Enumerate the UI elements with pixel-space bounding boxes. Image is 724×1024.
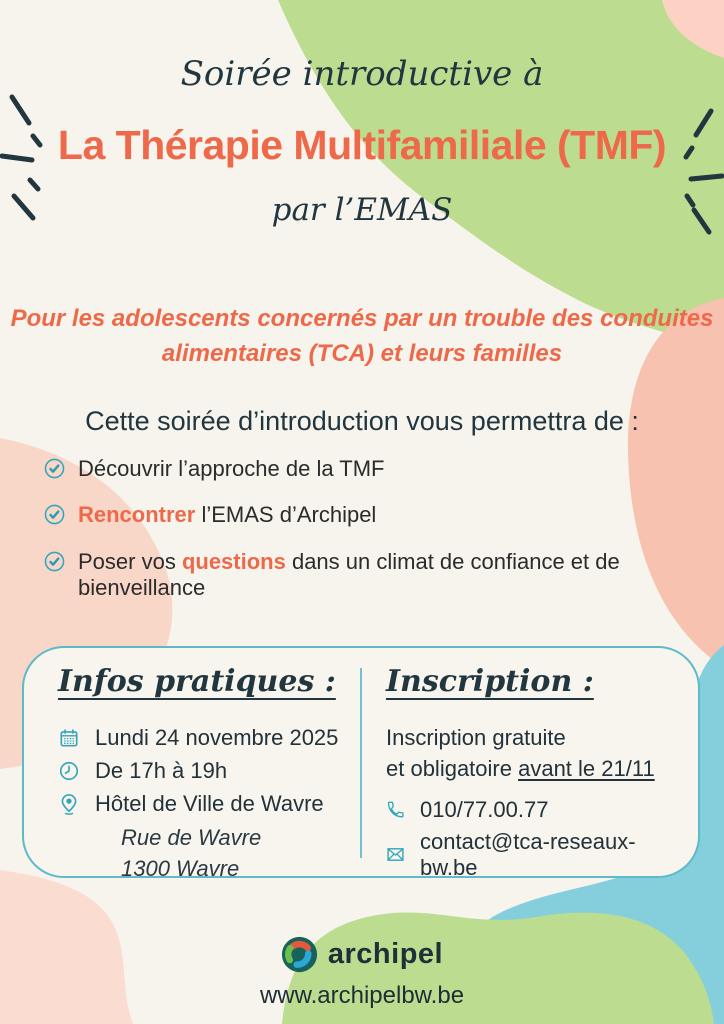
list-item	[44, 502, 716, 528]
event-date: Lundi 24 novembre 2025	[95, 725, 339, 750]
date-row	[58, 725, 354, 751]
check-circle-icon	[44, 551, 65, 572]
inscription-line-2	[386, 754, 686, 785]
benefits-list	[44, 456, 716, 622]
infos-pratiques-heading: Infos pratiques :	[58, 664, 336, 699]
email-row	[386, 829, 686, 881]
poster-title: La Thérapie Multifamiliale (TMF)	[57, 122, 667, 168]
practical-info-card	[22, 646, 700, 881]
venue-street: Rue de Wavre	[121, 825, 262, 850]
deadline-text: avant le 21/11	[518, 755, 655, 781]
bullet-highlight: questions	[181, 548, 286, 574]
archipel-logo-icon	[281, 936, 318, 973]
bullet-highlight: Rencontrer	[78, 502, 196, 528]
phone-icon	[386, 800, 405, 819]
envelope-icon	[386, 845, 405, 864]
infos-pratiques-column	[58, 664, 354, 883]
bullet-text: Poser vos	[78, 548, 182, 574]
event-time: De 17h à 19h	[95, 758, 228, 783]
email-address: contact@tca-reseaux-bw.be	[420, 828, 636, 880]
brand-row	[0, 936, 724, 973]
time-row	[58, 758, 354, 784]
location-pin-icon	[58, 793, 80, 815]
brand-name: archipel	[327, 938, 444, 970]
place-row	[58, 791, 354, 817]
check-circle-icon	[44, 504, 65, 525]
bullet-text: l’EMAS d’Archipel	[195, 502, 377, 528]
calendar-icon	[58, 727, 80, 749]
venue-city: 1300 Wavre	[121, 855, 240, 881]
inscription-conditions	[386, 723, 686, 785]
audience-line-2: alimentaires (TCA) et leurs familles	[161, 339, 563, 367]
inscription-heading: Inscription :	[386, 664, 594, 699]
check-circle-icon	[44, 458, 65, 479]
list-item	[44, 549, 716, 602]
inscription-column	[386, 664, 686, 887]
clock-icon	[58, 760, 80, 782]
bullet-text: dans un climat de confiance et de bienveillance	[78, 548, 620, 601]
audience-line-1: Pour les adolescents concernés par un trouble des conduites	[10, 305, 714, 332]
website-url: www.archipelbw.be	[259, 982, 465, 1009]
kicker-text: Soirée introductive à	[180, 54, 544, 94]
phone-number: 010/77.00.77	[420, 796, 549, 822]
phone-row	[386, 797, 686, 823]
inscription-line-2-text: et obligatoire	[386, 755, 519, 781]
inscription-line-1: Inscription gratuite	[386, 725, 566, 750]
card-divider	[360, 668, 362, 858]
audience-statement	[0, 302, 724, 372]
bullet-text: Découvrir l’approche de la TMF	[78, 456, 385, 481]
byline-text: par l’EMAS	[271, 192, 453, 228]
green-top-blob	[278, 0, 724, 346]
list-item	[44, 456, 716, 482]
intro-sentence: Cette soirée d’introduction vous permettra de :	[85, 406, 639, 436]
event-venue: Hôtel de Ville de Wavre	[95, 791, 324, 816]
